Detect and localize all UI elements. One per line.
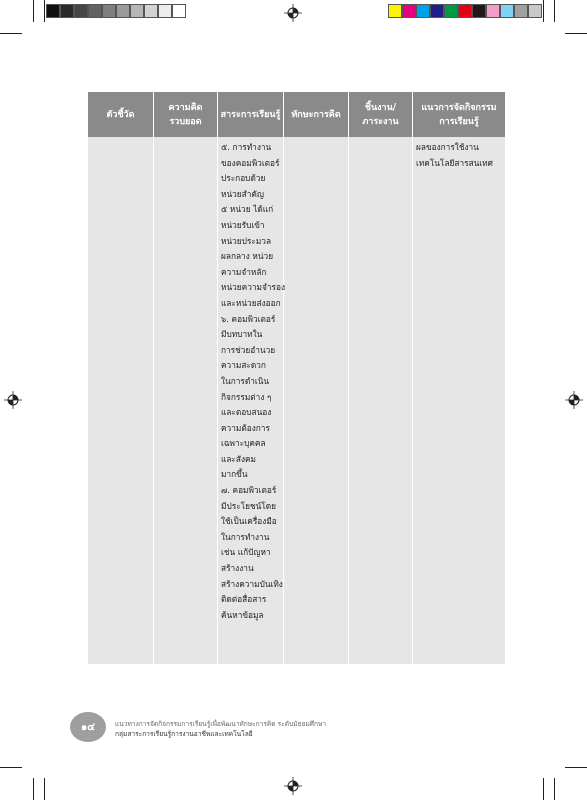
text-line: มีบทบาทใน xyxy=(221,329,263,340)
header-thinking-skill: ทักษะการคิด xyxy=(291,109,341,120)
gray-swatch xyxy=(144,4,158,18)
text-line: กิจกรรมต่าง ๆ xyxy=(221,391,272,402)
color-swatch xyxy=(458,4,472,18)
header-concept: ความคิด รวบยอด xyxy=(168,102,203,127)
footer-book-title: แนวทางการจัดกิจกรรมการเรียนรู้เพื่อพัฒนาทักษะการคิด ระดับมัธยมศึกษา xyxy=(115,720,327,728)
gray-swatch xyxy=(60,4,74,18)
text-line: เฉพาะบุคคล xyxy=(221,438,266,449)
color-swatch xyxy=(472,4,486,18)
color-swatch xyxy=(402,4,416,18)
text-line: ในการดำเนิน xyxy=(221,375,270,386)
text-line: ใช้เป็นเครื่องมือ xyxy=(221,516,277,527)
footer-subject: กลุ่มสาระการเรียนรู้การงานอาชีพและเทคโนโลยี xyxy=(115,730,253,738)
color-swatch xyxy=(444,4,458,18)
page-number-badge: ๑๔ xyxy=(70,712,106,742)
text-line: ๕. การทำงาน xyxy=(221,142,272,152)
learning-plan-table xyxy=(88,92,505,664)
text-line: ติดต่อสื่อสาร xyxy=(221,594,267,605)
text-line: และตอบสนอง xyxy=(221,407,272,418)
text-line: และสังคม xyxy=(221,453,257,464)
color-swatch xyxy=(500,4,514,18)
gray-swatch xyxy=(172,4,186,18)
grayscale-color-bar xyxy=(46,4,186,18)
text-line: ความจำหลัก xyxy=(221,266,267,277)
gray-swatch xyxy=(74,4,88,18)
text-line: ความสะดวก xyxy=(221,360,266,371)
color-swatch xyxy=(388,4,402,18)
text-line: มากขึ้น xyxy=(221,469,248,480)
text-line: ผลของการใช้งาน xyxy=(416,142,479,152)
content-cell xyxy=(221,140,285,623)
text-line: ๕ หน่วย ได้แก่ xyxy=(221,204,274,215)
header-task: ชิ้นงาน/ ภาระงาน xyxy=(362,102,399,127)
text-line: หน่วยสำคัญ xyxy=(221,188,265,199)
gray-swatch xyxy=(88,4,102,18)
color-swatch xyxy=(416,4,430,18)
header-indicator: ตัวชี้วัด xyxy=(106,109,135,120)
registration-mark-icon xyxy=(565,391,583,409)
text-line: ประกอบด้วย xyxy=(221,173,266,184)
gray-swatch xyxy=(116,4,130,18)
text-line: การช่วยอำนวย xyxy=(221,344,276,355)
color-swatch xyxy=(514,4,528,18)
text-line: เช่น แก้ปัญหา xyxy=(221,547,271,558)
text-line: ผลกลาง หน่วย xyxy=(221,251,274,262)
text-line: และหน่วยส่งออก xyxy=(221,297,281,308)
text-line: หน่วยประมวล xyxy=(221,235,272,246)
text-line: ๗. คอมพิวเตอร์ xyxy=(221,485,277,496)
color-swatch xyxy=(430,4,444,18)
text-line: ของคอมพิวเตอร์ xyxy=(221,157,280,168)
text-line: หน่วยความจำรอง xyxy=(221,282,286,293)
cmyk-color-bar xyxy=(388,4,542,18)
header-activity: แนวการจัดกิจกรรม การเรียนรู้ xyxy=(421,102,497,127)
gray-swatch xyxy=(130,4,144,18)
text-line: หน่วยรับเข้า xyxy=(221,219,265,230)
header-content: สาระการเรียนรู้ xyxy=(220,109,281,120)
text-line: มีประโยชน์โดย xyxy=(221,500,276,511)
text-line: สร้างงาน xyxy=(221,563,254,574)
registration-mark-icon xyxy=(284,777,302,795)
activity-cell xyxy=(416,140,493,171)
text-line: ในการทำงาน xyxy=(221,531,270,542)
registration-mark-icon xyxy=(4,391,22,409)
color-swatch xyxy=(486,4,500,18)
gray-swatch xyxy=(46,4,60,18)
text-line: ความต้องการ xyxy=(221,422,270,433)
text-line: ค้นหาข้อมูล xyxy=(221,609,264,620)
registration-mark-icon xyxy=(284,4,302,22)
gray-swatch xyxy=(158,4,172,18)
color-swatch xyxy=(528,4,542,18)
text-line: สร้างความบันเทิง xyxy=(221,578,283,589)
gray-swatch xyxy=(102,4,116,18)
text-line: ๖. คอมพิวเตอร์ xyxy=(221,313,276,324)
text-line: เทคโนโลยีสารสนเทศ xyxy=(416,157,493,168)
